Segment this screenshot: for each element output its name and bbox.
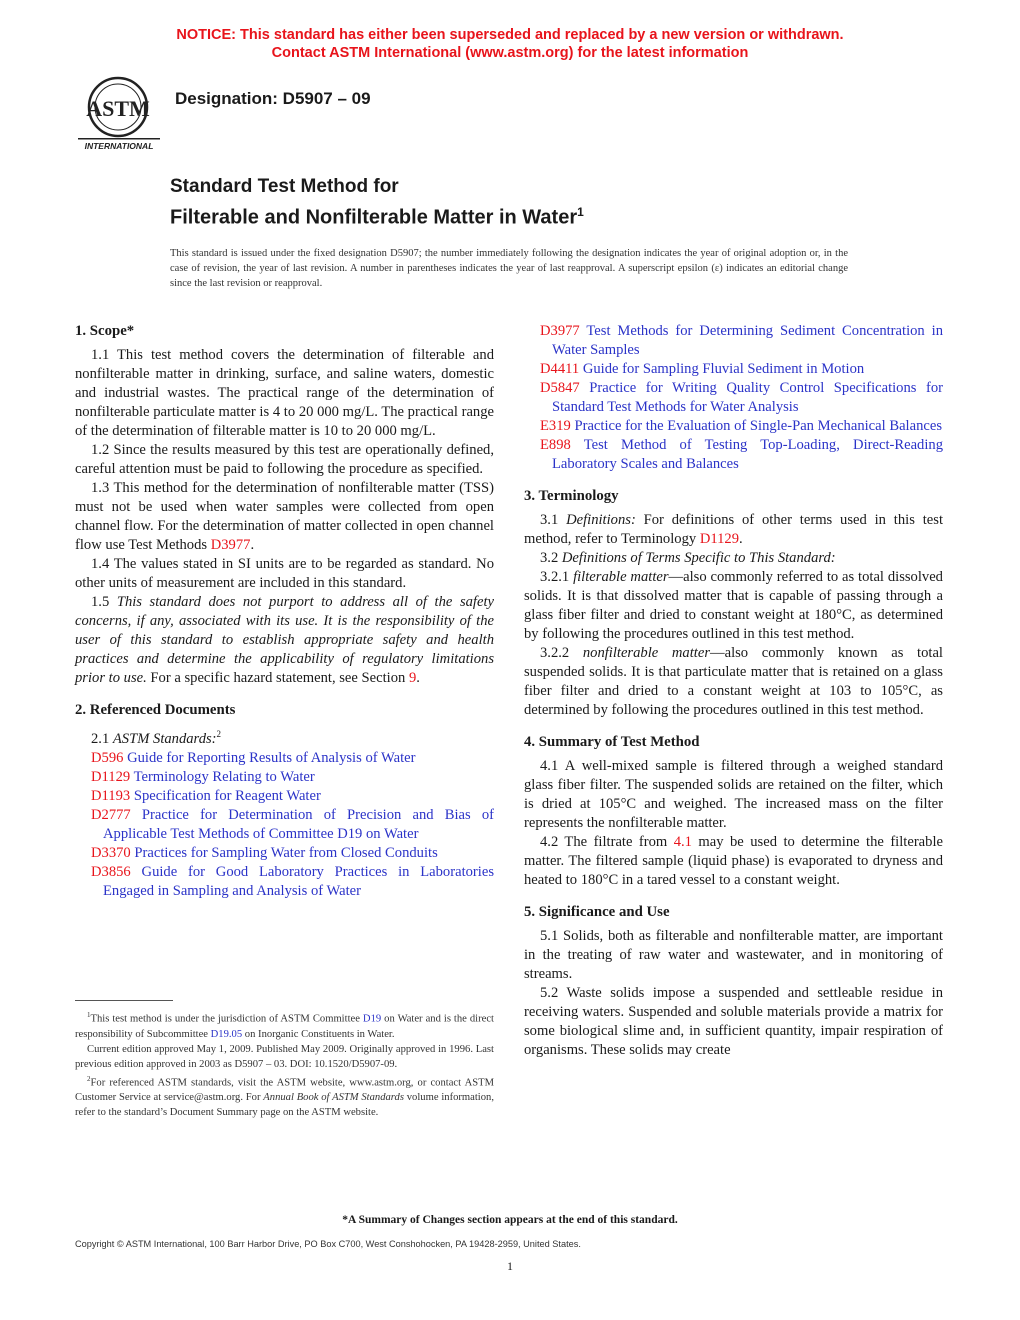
link-d1129[interactable]: D1129 [699,531,740,547]
issuance-statement: This standard is issued under the fixed designation D5907; the number immediately following the designation indicates the year of original adoption or, in the case of revision, the year of last revision. A number in parentheses indicates the year of last reapproval. A superscript epsilon (ε) indicates an editorial change since the last revision or reapproval. [170,248,848,289]
notice-line-2: Contact ASTM International (www.astm.org) for the latest information [271,45,749,61]
link-d19[interactable]: D19 [362,1013,382,1025]
footnote-1-edition: Current edition approved May 1, 2009. Published May 2009. Originally approved in 1996. Last previous edition approved in 2003 as D5907 – 03. DOI: 10.1520/D5907-09. [75,1043,494,1070]
terminology-3-2-2: 3.2.2 nonfilterable matter—also commonly known as total suspended solids. It is that particulate matter that is retained on a glass fiber filter and dried to a constant weight at 103 to 105°C, as determined by following the procedures outlined in this test method. [524,645,943,718]
link-4-1[interactable]: 4.1 [673,834,692,850]
notice-line-1: NOTICE: This standard has either been superseded and replaced by a new version or withdrawn. [176,27,844,43]
referenced-documents-heading: 2. Referenced Documents [75,702,236,718]
ref-item[interactable]: E898 Test Method of Testing Top-Loading, Direct-Reading Laboratory Scales and Balances [540,437,943,472]
document-title [170,175,584,231]
scope-1-3: 1.3 This method for the determination of nonfilterable matter (TSS) must not be used when water samples were collected from open channel flow. For the determination of matter collected in open channel flow use Test Methods D3977. [75,480,494,553]
ref-item[interactable]: D1129 Terminology Relating to Water [91,768,315,785]
ref-item[interactable]: D3370 Practices for Sampling Water from Closed Conduits [91,844,438,861]
logo-international-text: INTERNATIONAL [84,141,154,151]
ref-item[interactable]: D596 Guide for Reporting Results of Analysis of Water [91,749,416,766]
scope-1-5: 1.5 This standard does not purport to address all of the safety concerns, if any, associated with its use. It is the responsibility of the user of this standard to establish appropriate safety and health practices and determine the applicability of regulatory limitations prior to use. For a specific hazard statement, see Section 9. [75,594,494,686]
link-section-9[interactable]: 9 [408,670,417,686]
footnote-2: $^2$For referenced ASTM standards, visit the ASTM website, www.astm.org, or contact ASTM Customer Service at service@astm.org. For Annual Book of ASTM Standards volume information, refer to the standard’s Document Summary page on the ASTM website. [75,1074,494,1119]
copyright-line: Copyright © ASTM International, 100 Barr Harbor Drive, PO Box C700, West Conshohocken, PA 19428-2959, United States. [75,1239,581,1249]
significance-5-2: 5.2 Waste solids impose a suspended and settleable residue in receiving waters. Suspended and soluble materials provide a matrix for some biological slime and, in sufficient quantity, impair respiration of organisms. These solids may create [524,985,943,1058]
ref-item[interactable]: D3977 Test Methods for Determining Sediment Concentration in Water Samples [540,323,943,358]
page-number: 1 [507,1259,513,1273]
footnotes [75,1008,494,1120]
ref-item[interactable]: D3856 Guide for Good Laboratory Practices in Laboratories Engaged in Sampling and Analysis of Water [91,863,494,899]
link-d3977[interactable]: D3977 [210,537,251,553]
ref-item[interactable]: D4411 Guide for Sampling Fluvial Sediment in Motion [540,361,865,377]
left-column [75,322,494,901]
astm-logo [76,74,162,154]
significance-heading: 5. Significance and Use [524,904,670,920]
link-d19-05[interactable]: D19.05 [210,1028,243,1040]
scope-1-2: 1.2 Since the results measured by this test are operationally defined, careful attention must be paid to following the procedure as specified. [75,442,494,477]
ref-item[interactable]: D2777 Practice for Determination of Precision and Bias of Applicable Test Methods of Committee D19 on Water [91,806,494,842]
summary-4-1: 4.1 A well-mixed sample is filtered through a weighed standard glass fiber filter. The suspended solids are retained on the filter, which is dried at 105°C and weighed. The increased mass on the filter represents the nonfilterable matter. [524,758,943,831]
terminology-heading: 3. Terminology [524,488,619,504]
summary-of-changes-note: *A Summary of Changes section appears at the end of this standard. [342,1214,678,1226]
title-footnote-mark: 1 [577,205,584,219]
terminology-3-1: 3.1 Definitions: For definitions of other terms used in this test method, refer to Terminology D1129. [524,512,943,547]
title-line-2: Filterable and Nonfilterable Matter in Water$^1$ [170,205,584,229]
scope-1-1: 1.1 This test method covers the determination of filterable and nonfilterable matter in drinking, surface, and saline waters, domestic and industrial wastes. The practical range of the determination of nonfilterable particulate matter is 4 to 20 000 mg/L. The practical range of the determination of filterable matter is 10 to 20 000 mg/L. [75,347,494,439]
ref-item[interactable]: E319 Practice for the Evaluation of Single-Pan Mechanical Balances [540,418,943,434]
scope-heading: 1. Scope* [75,323,135,339]
scope-1-4: 1.4 The values stated in SI units are to be regarded as standard. No other units of measurement are included in this standard. [75,556,494,591]
right-column [524,322,943,1060]
summary-4-2: 4.2 The filtrate from 4.1 may be used to determine the filterable matter. The filtered sample (liquid phase) is evaporated to dryness and heated to 180°C in a tared vessel to a constant weight. [524,834,943,888]
withdrawal-notice [0,26,1020,62]
logo-mark-text: ASTM [86,96,150,121]
summary-heading: 4. Summary of Test Method [524,734,700,750]
terminology-3-2-1: 3.2.1 filterable matter—also commonly referred to as total dissolved solids. It is that dissolved matter that is capable of passing through a glass fiber filter and dried to constant weight at 180°C, as determined by following the procedures outlined in this test method. [524,569,943,642]
significance-5-1: 5.1 Solids, both as filterable and nonfilterable matter, are important in the treating of raw water and wastewater, and in monitoring of streams. [524,928,943,982]
footnote-rule [75,1000,173,1001]
title-line-1: Standard Test Method for [170,176,399,197]
astm-standards-label: 2.1 ASTM Standards:$^2$ [91,729,222,747]
designation: Designation: D5907 – 09 [175,89,371,108]
footnote-1: $^1$This test method is under the jurisdiction of ASTM Committee D19 on Water and is the direct responsibility of Subcommittee D19.05 on Inorganic Constituents in Water. [75,1011,494,1040]
terminology-3-2: 3.2 Definitions of Terms Specific to This Standard: [540,550,836,566]
ref-item[interactable]: D1193 Specification for Reagent Water [91,787,321,804]
ref-item[interactable]: D5847 Practice for Writing Quality Control Specifications for Standard Test Methods for Water Analysis [540,380,943,415]
